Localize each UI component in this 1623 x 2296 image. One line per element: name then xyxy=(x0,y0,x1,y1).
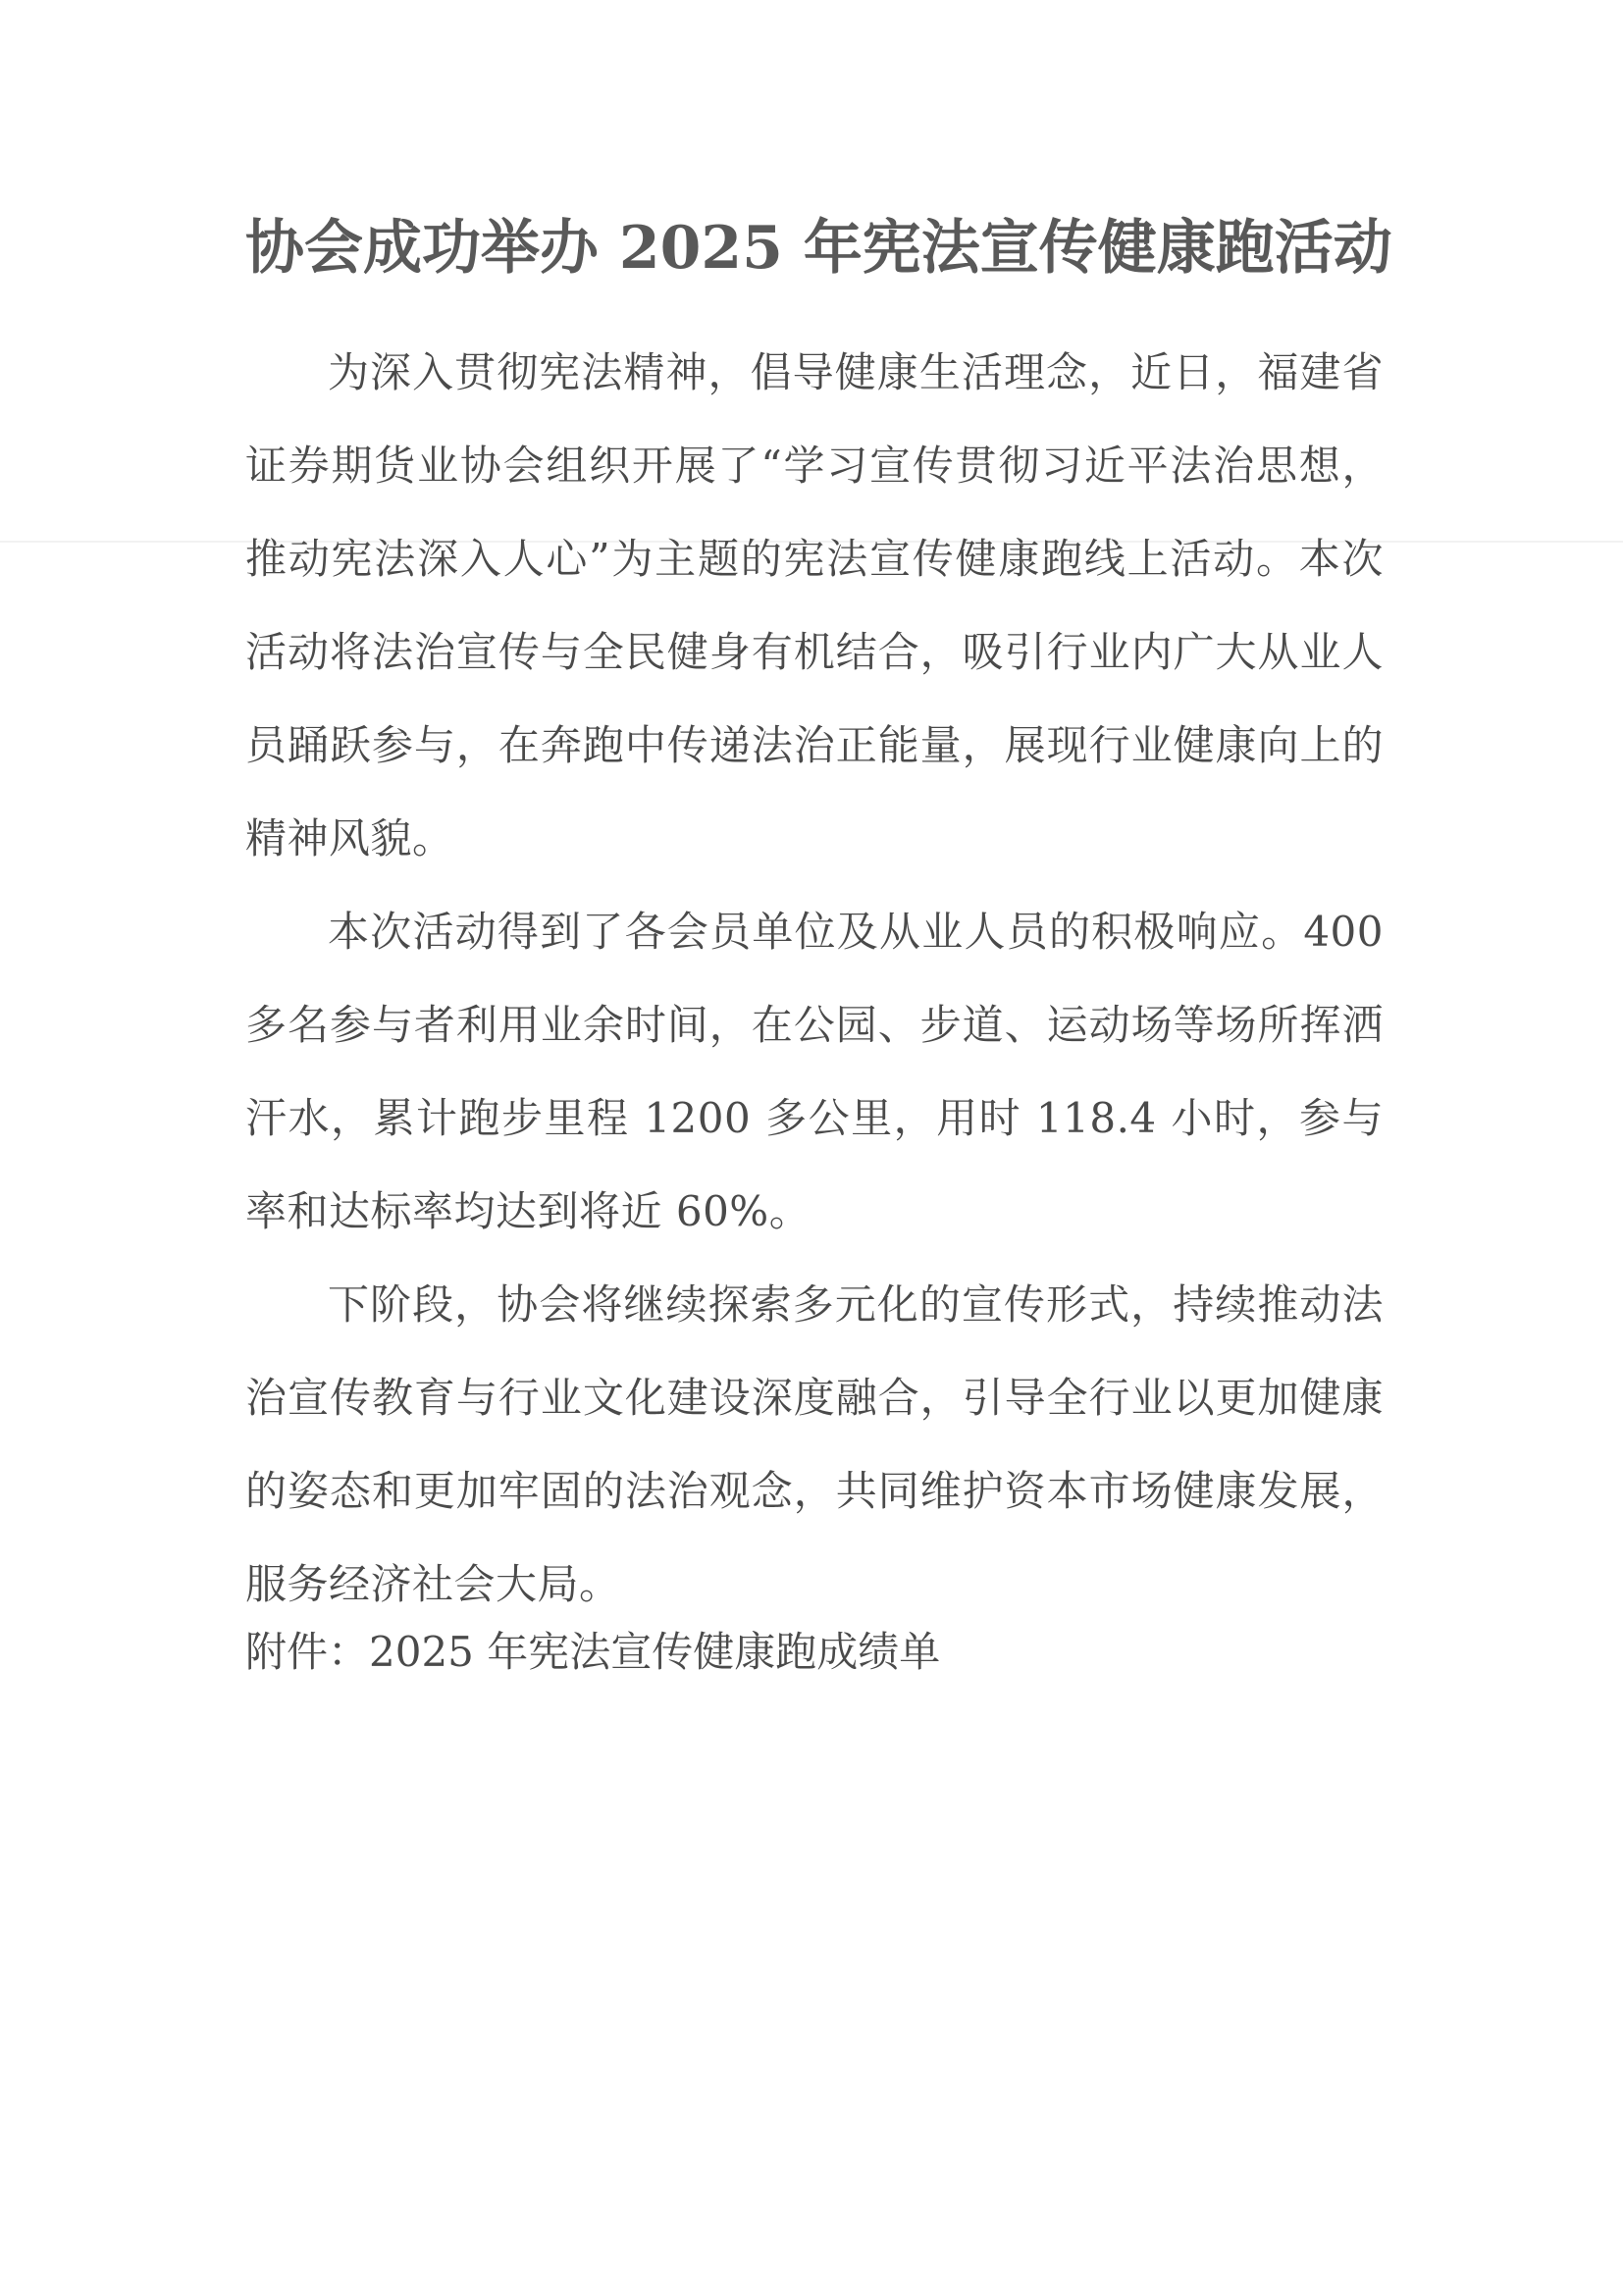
document-body xyxy=(245,326,1384,1631)
document-title: 协会成功举办 2025 年宪法宣传健康跑活动 xyxy=(245,214,1392,283)
paragraph-results: 本次活动得到了各会员单位及从业人员的积极响应。400 多名参与者利用业余时间，在公园、步道、运动场等场所挥洒汗水，累计跑步里程 1200 多公里，用时 118.4 小时，参与率和达标率均达到将近 60%。 xyxy=(245,908,1384,1235)
paragraph-next-steps: 下阶段，协会将继续探索多元化的宣传形式，持续推动法治宣传教育与行业文化建设深度融合，引导全行业以更加健康的姿态和更加牢固的法治观念，共同维护资本市场健康发展，服务经济社会大局。 xyxy=(245,1280,1384,1608)
attachment-line: 附件：2025 年宪法宣传健康跑成绩单 xyxy=(245,1628,941,1676)
paragraph-intro: 为深入贯彻宪法精神，倡导健康生活理念，近日，福建省证券期货业协会组织开展了“学习宣传贯彻习近平法治思想，推动宪法深入人心”为主题的宪法宣传健康跑线上活动。本次活动将法治宣传与全民健身有机结合，吸引行业内广大从业人员踊跃参与，在奔跑中传递法治正能量，展现行业健康向上的精神风貌。 xyxy=(245,348,1384,862)
